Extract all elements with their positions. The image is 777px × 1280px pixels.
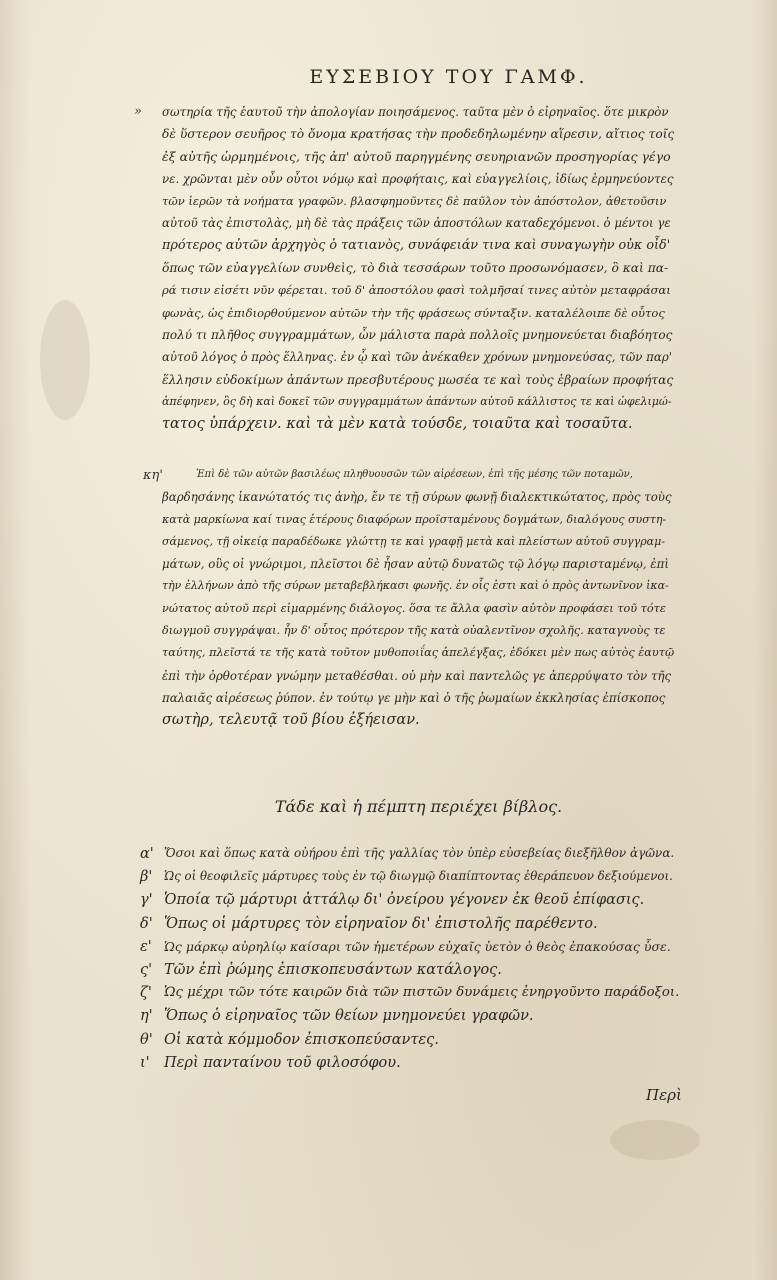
paper-stain <box>40 300 90 420</box>
text-line: πολύ τι πλῆθος συγγραμμάτων, ὧν μάλιστα παρὰ πολλοῖς μνημονεύεται διαβόητος <box>162 327 673 342</box>
toc-number: ζ' <box>140 985 152 1002</box>
toc-entry <box>140 1032 680 1055</box>
toc-entry <box>140 916 680 939</box>
text-line: ἕλλησιν εὐδοκίμων ἁπάντων πρεσβυτέρους μωσέα τε καὶ τοὺς ἑβραίων προφήτας <box>162 372 674 387</box>
toc-title: Τῶν ἐπὶ ῥώμης ἐπισκοπευσάντων κατάλογος. <box>164 961 502 978</box>
toc-entry <box>140 892 680 915</box>
toc-entry <box>140 939 680 962</box>
toc-number: ς' <box>140 961 153 978</box>
text-line: σωτὴρ, τελευτᾷ τοῦ βίου ἐξήεισαν. <box>162 712 420 729</box>
table-of-contents <box>140 846 680 1078</box>
toc-number: β' <box>140 869 153 886</box>
text-line: ὅπως τῶν εὐαγγελίων συνθεὶς, τὸ διὰ τεσσάρων τοῦτο προσωνόμασεν, ὃ καὶ πα- <box>162 261 669 276</box>
text-line: κατὰ μαρκίωνα καί τινας ἑτέρους διαφόρων προϊσταμένους δογμάτων, διαλόγους συστη- <box>162 512 667 526</box>
text-line: ἐπὶ τὴν ὀρθοτέραν γνώμην μεταθέσθαι. οὐ μὴν καὶ παντελῶς γε ἀπερρύψατο τὸν τῆς <box>162 668 672 683</box>
text-line: διωγμοῦ συγγράψαι. ἦν δ' οὗτος πρότερον τῆς κατὰ οὐαλεντῖνον σχολῆς. καταγνοὺς τε <box>162 624 666 638</box>
text-line: σάμενος, τῇ οἰκείᾳ παραδέδωκε γλώττῃ τε καὶ γραφῇ μετὰ καὶ πλείστων αὐτοῦ συγγραμ- <box>162 534 665 548</box>
text-line: τῶν ἱερῶν τὰ νοήματα γραφῶν. βλασφημοῦντες δὲ παῦλον τὸν ἀπόστολον, ἀθετοῦσιν <box>162 194 667 209</box>
toc-number: γ' <box>140 892 153 909</box>
text-line: παλαιᾶς αἱρέσεως ῥύπον. ἐν τούτῳ γε μὴν καὶ ὁ τῆς ῥωμαίων ἐκκλησίας ἐπίσκοπος <box>162 690 666 705</box>
text-line: δὲ ὕστερον σευῆρος τὸ ὄνομα κρατήσας τὴν προδεδηλωμένην αἵρεσιν, αἴτιος τοῖς <box>162 127 674 142</box>
text-line: νε. χρῶνται μὲν οὖν οὗτοι νόμῳ καὶ προφήταις, καὶ εὐαγγελίοις, ἰδίως ἑρμηνεύοντες <box>162 171 674 186</box>
toc-number: α' <box>140 846 154 862</box>
text-line: αὐτοῦ τὰς ἐπιστολὰς, μὴ δὲ τὰς πράξεις τῶν ἀποστόλων καταδεχόμενοι. ὁ μέντοι γε <box>162 216 671 231</box>
text-line: βαρδησάνης ἱκανώτατός τις ἀνὴρ, ἔν τε τῇ σύρων φωνῇ διαλεκτικώτατος, πρὸς τοὺς <box>162 490 672 505</box>
toc-title: Περὶ πανταίνου τοῦ φιλοσόφου. <box>164 1054 401 1071</box>
toc-title: Ὅσοι καὶ ὅπως κατὰ οὐήρου ἐπὶ τῆς γαλλίας τὸν ὑπὲρ εὐσεβείας διεξῆλθον ἀγῶνα. <box>164 846 675 860</box>
paragraph-1 <box>162 101 674 435</box>
toc-entry <box>140 846 680 869</box>
toc-title: Ὡς μάρκῳ αὐρηλίῳ καίσαρι τῶν ἡμετέρων εὐχαῖς ὑετὸν ὁ θεὸς ἐπακούσας ὗσε. <box>164 938 671 954</box>
toc-entry <box>140 1008 680 1031</box>
text-line: τατος ὑπάρχειν. καὶ τὰ μὲν κατὰ τούσδε, τοιαῦτα καὶ τοσαῦτα. <box>162 416 633 433</box>
text-line: τὴν ἑλλήνων ἀπὸ τῆς σύρων μεταβεβλήκασι φωνῆς. ἐν οἷς ἐστι καὶ ὁ πρὸς ἀντωνῖνον ἱκα- <box>162 579 669 593</box>
toc-number: ι' <box>140 1054 150 1071</box>
text-line: ἀπέφηνεν, ὃς δὴ καὶ δοκεῖ τῶν συγγραμμάτων ἁπάντων αὐτοῦ κάλλιστος τε καὶ ὠφελιμώ- <box>162 394 672 408</box>
toc-number: η' <box>140 1008 153 1025</box>
catchword: Περὶ <box>646 1086 682 1104</box>
text-line: ταύτης, πλεῖστά τε τῆς κατὰ τοῦτον μυθοποιΐας ἀπελέγξας, ἐδόκει μὲν πως αὐτὸς ἑαυτῷ <box>162 646 674 660</box>
toc-entry <box>140 985 680 1008</box>
toc-title: Ὡς μέχρι τῶν τότε καιρῶν διὰ τῶν πιστῶν δυνάμεις ἐνηργοῦντο παράδοξοι. <box>164 985 680 1001</box>
text-line: πρότερος αὐτῶν ἀρχηγὸς ὁ τατιανὸς, συνάφειάν τινα καὶ συναγωγὴν οὐκ οἶδ' <box>162 237 671 253</box>
running-header: ΕΥΣΕΒΙΟΥ ΤΟΥ ΓΑΜΦ. <box>309 66 588 88</box>
toc-title: Οἱ κατὰ κόμμοδον ἐπισκοπεύσαντες. <box>164 1031 439 1048</box>
text-line: αὐτοῦ λόγος ὁ πρὸς ἕλληνας. ἐν ᾧ καὶ τῶν ἀνέκαθεν χρόνων μνημονεύσας, τῶν παρ' <box>162 350 672 365</box>
toc-entry <box>140 869 680 892</box>
text-line: ἐξ αὐτῆς ὡρμημένοις, τῆς ἀπ' αὐτοῦ παρηγμένης σευηριανῶν προσηγορίας γέγο <box>162 148 671 164</box>
chapter-number: κη' <box>143 468 163 483</box>
toc-title: Ὁποία τῷ μάρτυρι ἀττάλῳ δι' ὀνείρου γέγονεν ἐκ θεοῦ ἐπίφασις. <box>164 892 645 909</box>
paragraph-2 <box>162 464 674 732</box>
text-line: ρά τισιν εἰσέτι νῦν φέρεται. τοῦ δ' ἀποστόλου φασὶ τολμῆσαί τινες αὐτὸν μεταφράσαι <box>162 283 671 298</box>
toc-title: Ὡς οἱ θεοφιλεῖς μάρτυρες τοὺς ἐν τῷ διωγμῷ διαπίπτοντας ἐθεράπευον δεξιούμενοι. <box>164 869 673 884</box>
toc-entry <box>140 1055 680 1078</box>
toc-title: Ὅπως οἱ μάρτυρες τὸν εἰρηναῖον δι' ἐπιστολῆς παρέθεντο. <box>164 915 598 932</box>
toc-number: θ' <box>140 1031 153 1048</box>
text-line: μάτων, οὓς οἱ γνώριμοι, πλεῖστοι δὲ ἦσαν αὐτῷ δυνατῶς τῷ λόγῳ παρισταμένῳ, ἐπὶ <box>162 557 669 572</box>
toc-title: Ὅπως ὁ εἰρηναῖος τῶν θείων μνημονεύει γραφῶν. <box>164 1008 534 1025</box>
text-line: Ἐπὶ δὲ τῶν αὐτῶν βασιλέως πληθυουσῶν τῶν αἱρέσεων, ἐπὶ τῆς μέσης τῶν ποταμῶν, <box>196 469 633 480</box>
toc-number: ε' <box>140 938 152 955</box>
quotation-marker: » <box>134 104 142 119</box>
text-line: φωνὰς, ὡς ἐπιδιορθούμενον αὐτῶν τὴν τῆς φράσεως σύνταξιν. καταλέλοιπε δὲ οὗτος <box>162 305 665 320</box>
paper-stain <box>610 1120 700 1160</box>
toc-number: δ' <box>140 915 153 932</box>
text-line: σωτηρία τῆς ἑαυτοῦ τὴν ἀπολογίαν ποιησάμενος. ταῦτα μὲν ὁ εἰρηναῖος. ὅτε μικρὸν <box>162 105 669 119</box>
toc-entry <box>140 962 680 985</box>
book-contents-heading: Τάδε καὶ ἡ πέμπτη περιέχει βίβλος. <box>274 797 563 816</box>
text-line: νώτατος αὐτοῦ περὶ εἱμαρμένης διάλογος. ὅσα τε ἄλλα φασὶν αὐτὸν προφάσει τοῦ τότε <box>162 601 666 615</box>
